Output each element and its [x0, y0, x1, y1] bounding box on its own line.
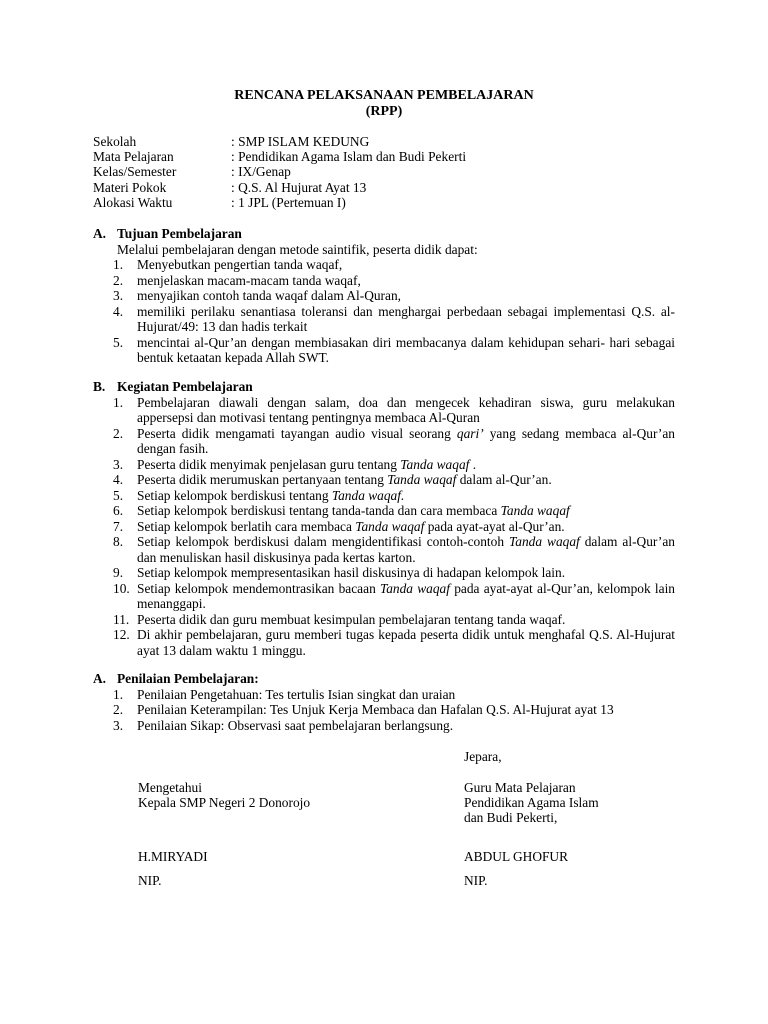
- signature-left-nip: NIP.: [138, 873, 162, 888]
- list-item: [93, 335, 675, 366]
- info-value: : 1 JPL (Pertemuan I): [231, 195, 346, 210]
- item-number: 3.: [113, 456, 124, 472]
- item-number: 5.: [113, 334, 124, 350]
- info-label: Materi Pokok: [93, 180, 167, 195]
- item-text-pre: Setiap kelompok berdiskusi dalam mengidentifikasi contoh-contoh: [137, 534, 510, 549]
- list-item: [93, 534, 675, 565]
- item-text-pre: Setiap kelompok berlatih cara membaca: [137, 518, 356, 534]
- signature-place-date: Jepara,: [464, 749, 502, 764]
- item-text: Penilaian Keterampilan: Tes Unjuk Kerja Membaca dan Hafalan Q.S. Al-Hujurat ayat 13: [137, 702, 614, 717]
- item-number: 9.: [113, 565, 124, 580]
- list-item: [93, 612, 675, 628]
- signature-right-line1: Guru Mata Pelajaran: [464, 780, 576, 795]
- list-item: [93, 273, 675, 289]
- item-text: Setiap kelompok mempresentasikan hasil diskusinya di hadapan kelompok lain.: [137, 565, 566, 580]
- list-item: [93, 503, 675, 519]
- section-letter: A.: [93, 671, 107, 686]
- item-text: Penilaian Sikap: Observasi saat pembelajaran berlangsung.: [137, 717, 454, 733]
- item-number: 3.: [113, 717, 124, 733]
- item-text-pre: Peserta didik menyimak penjelasan guru tentang: [137, 456, 401, 472]
- signature-right-line2: Pendidikan Agama Islam: [464, 795, 599, 810]
- item-number: 1.: [113, 394, 124, 410]
- section-letter: A.: [93, 226, 107, 241]
- item-number: 5.: [113, 487, 124, 503]
- item-number: 6.: [113, 503, 124, 518]
- section-heading: [93, 671, 675, 687]
- item-text: Peserta didik dan guru membuat kesimpulan pembelajaran tentang tanda waqaf.: [137, 611, 566, 627]
- item-text-pre: Peserta didik mengamati tayangan audio visual seorang: [137, 425, 457, 441]
- item-text-post: dalam al-Qur’an dan menuliskan hasil diskusinya pada kertas karton.: [137, 534, 675, 565]
- item-text-pre: Peserta didik merumuskan pertanyaan tentang: [137, 472, 388, 487]
- signature-left-line2: Kepala SMP Negeri 2 Donorojo: [138, 795, 311, 810]
- list-item: [93, 718, 675, 734]
- signature-right-nip: NIP.: [464, 873, 488, 888]
- list-item: [93, 702, 675, 718]
- objective-list: [93, 257, 675, 366]
- item-text: menjelaskan macam-macam tanda waqaf,: [137, 272, 361, 288]
- item-text: Menyebutkan pengertian tanda waqaf,: [137, 257, 343, 272]
- item-number: 2.: [113, 272, 124, 288]
- item-text-pre: Setiap kelompok mendemontrasikan bacaan: [137, 580, 380, 596]
- info-label: Sekolah: [93, 134, 137, 149]
- activity-list: [93, 395, 675, 659]
- assessment-list: [93, 687, 675, 734]
- section-kegiatan-pembelajaran: [93, 379, 675, 658]
- item-text-emphasis: Tanda waqaf: [387, 472, 457, 487]
- section-title: Penilaian Pembelajaran:: [117, 671, 259, 686]
- section-penilaian-pembelajaran: [93, 671, 675, 733]
- item-text: menyajikan contoh tanda waqaf dalam Al-Quran,: [137, 288, 402, 303]
- list-item: [93, 488, 675, 504]
- list-item: [93, 457, 675, 473]
- item-text-emphasis: Tanda waqaf: [380, 580, 450, 596]
- item-text: Pembelajaran diawali dengan salam, doa dan mengecek kehadiran siswa, guru melakukan appersepsi dan motivasi tentang pentingnya membaca Al-Quran: [137, 394, 675, 425]
- section-heading: [93, 379, 675, 395]
- signature-right-line3: dan Budi Pekerti,: [464, 810, 558, 825]
- item-number: 3.: [113, 288, 124, 303]
- item-number: 4.: [113, 472, 124, 487]
- item-number: 1.: [113, 686, 124, 702]
- item-text-pre: Setiap kelompok berdiskusi tentang: [137, 487, 332, 503]
- item-text-emphasis: Tanda waqaf.: [331, 487, 405, 503]
- signature-left-line1: Mengetahui: [138, 780, 202, 795]
- section-letter: B.: [93, 379, 106, 394]
- info-value: : SMP ISLAM KEDUNG: [231, 134, 370, 149]
- info-label: Mata Pelajaran: [93, 149, 174, 164]
- list-item: [93, 395, 675, 426]
- list-item: [93, 519, 675, 535]
- signature-right-name: ABDUL GHOFUR: [464, 849, 569, 864]
- item-number: 10.: [113, 580, 130, 596]
- list-item: [93, 257, 675, 273]
- info-label: Alokasi Waktu: [93, 195, 173, 210]
- info-value: : Q.S. Al Hujurat Ayat 13: [231, 180, 367, 195]
- item-number: 2.: [113, 425, 124, 441]
- item-text-emphasis: Tanda waqaf: [400, 456, 470, 472]
- item-number: 1.: [113, 257, 124, 272]
- item-text-post: dalam al-Qur’an.: [456, 472, 552, 487]
- item-number: 4.: [113, 303, 124, 319]
- list-item: [93, 472, 675, 488]
- item-text-emphasis: Tanda waqaf: [355, 518, 425, 534]
- list-item: [93, 304, 675, 335]
- list-item: [93, 581, 675, 612]
- item-text-post: yang sedang membaca al-Qur’an dengan fasih.: [137, 425, 675, 456]
- item-text: Di akhir pembelajaran, guru memberi tugas kepada peserta didik untuk menghafal Q.S. Al-Hujurat ayat 13 dalam waktu 1 minggu.: [137, 627, 675, 658]
- item-text-emphasis: qari’: [456, 425, 484, 441]
- item-text-pre: Setiap kelompok berdiskusi tentang tanda-tanda dan cara membaca: [137, 503, 501, 518]
- item-text: memiliki perilaku senantiasa toleransi dan menghargai perbedaan sebagai implementasi Q.S. al-Hujurat/49: 13 dan hadis terkait: [137, 303, 675, 334]
- document-title: RENCANA PELAKSANAAN PEMBELAJARAN: [234, 88, 534, 103]
- item-number: 7.: [113, 518, 124, 534]
- list-item: [93, 627, 675, 658]
- item-text-emphasis: Tanda waqaf: [500, 503, 570, 518]
- list-item: [93, 565, 675, 581]
- section-heading: [93, 226, 675, 242]
- item-number: 12.: [113, 627, 130, 642]
- item-text: mencintai al-Qur’an dengan membiasakan diri membacanya dalam kehidupan sehari- hari sebagai bentuk ketaatan kepada Allah SWT.: [137, 334, 675, 365]
- item-text-post: pada ayat-ayat al-Qur’an.: [424, 518, 565, 534]
- section-title: Tujuan Pembelajaran: [117, 226, 242, 241]
- section-intro: Melalui pembelajaran dengan metode saintifik, peserta didik dapat:: [117, 241, 478, 257]
- info-label: Kelas/Semester: [93, 164, 177, 179]
- list-item: [93, 687, 675, 703]
- item-text-post: pada ayat-ayat al-Qur’an, kelompok lain menanggapi.: [137, 580, 675, 611]
- info-value: : Pendidikan Agama Islam dan Budi Pekerti: [231, 149, 467, 164]
- signature-left-name: H.MIRYADI: [138, 849, 208, 864]
- item-number: 8.: [113, 534, 124, 549]
- section-title: Kegiatan Pembelajaran: [117, 379, 253, 394]
- document-subtitle: (RPP): [365, 104, 403, 119]
- item-number: 11.: [113, 611, 130, 627]
- list-item: [93, 426, 675, 457]
- item-text-post: .: [469, 456, 477, 472]
- item-text: Penilaian Pengetahuan: Tes tertulis Isian singkat dan uraian: [137, 686, 456, 702]
- item-text-emphasis: Tanda waqaf: [509, 534, 580, 549]
- section-tujuan-pembelajaran: [93, 226, 675, 366]
- info-value: : IX/Genap: [231, 164, 291, 179]
- item-number: 2.: [113, 702, 124, 717]
- list-item: [93, 288, 675, 304]
